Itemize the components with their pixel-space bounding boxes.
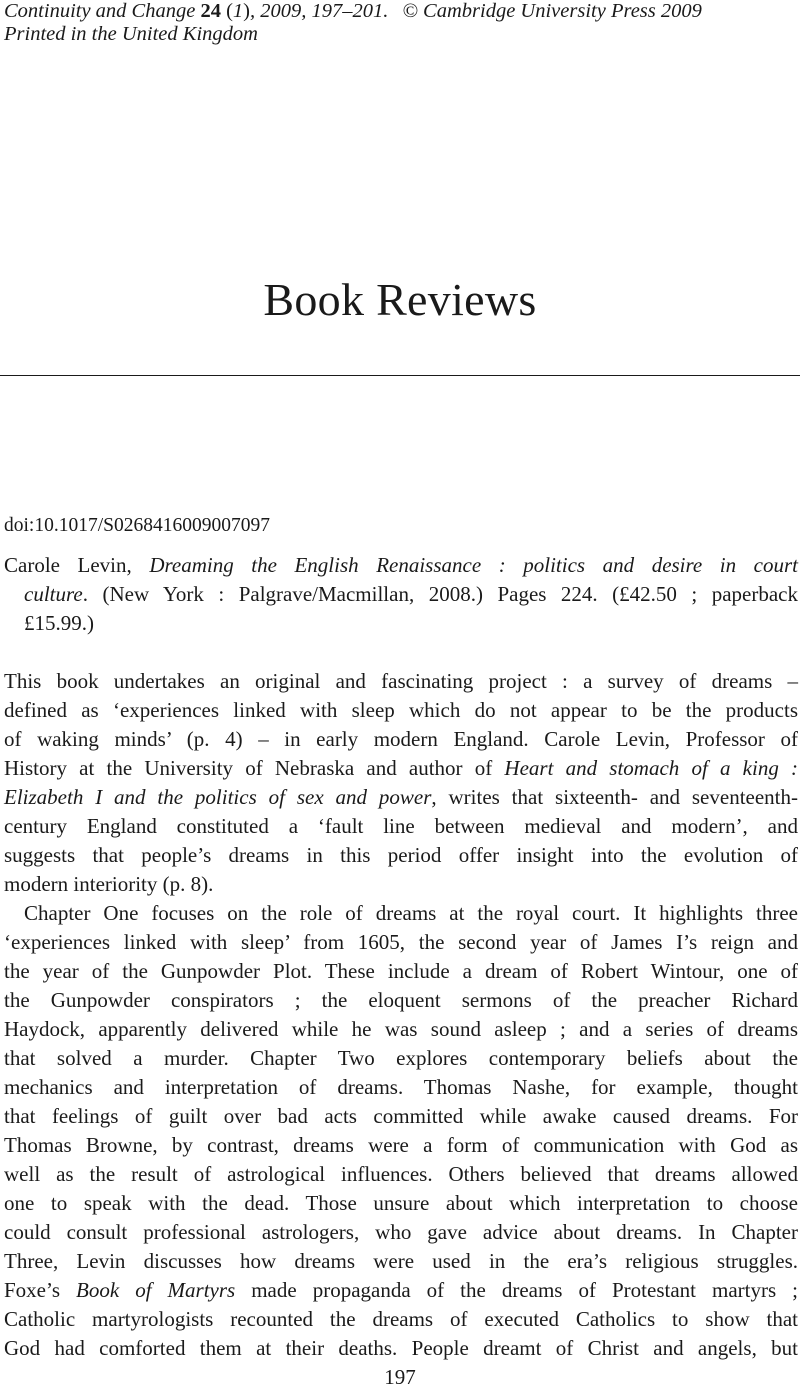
- citation-details: . (New York : Palgrave/Macmillan, 2008.) Pages 224. (£42.50 ; paperback: [82, 582, 798, 606]
- running-head: [4, 0, 794, 46]
- p1-line: This book undertakes an original and fascinating project : a survey of dreams –: [4, 669, 798, 693]
- issue-number: 1: [232, 0, 244, 22]
- p2-line: [4, 1276, 798, 1305]
- citation-line-2: [4, 580, 798, 609]
- p1-line: [4, 783, 798, 812]
- p2-line-14-pre: Foxe’s: [4, 1278, 77, 1302]
- title-rule-divider: [0, 375, 800, 376]
- printed-notice: Printed in the United Kingdom: [4, 23, 258, 45]
- year-pages: , 2009, 197–201.: [249, 0, 389, 22]
- book-citation: [4, 551, 798, 638]
- citation-line-1: [4, 551, 798, 580]
- review-body: [4, 667, 798, 1363]
- book-title-book-of-martyrs: Book of Martyrs: [76, 1278, 236, 1302]
- citation-author: Carole Levin,: [4, 553, 150, 577]
- journal-name: Continuity and Change: [4, 0, 196, 22]
- p2-line-14-post: made propaganda of the dreams of Protestant martyrs ;: [235, 1278, 798, 1302]
- volume-number: 24: [200, 0, 221, 22]
- section-title: Book Reviews: [263, 274, 537, 325]
- doi-link[interactable]: doi:10.1017/S0268416009007097: [4, 515, 270, 536]
- citation-title-2: culture: [24, 582, 83, 606]
- p1-line: modern interiority (p. 8).: [4, 872, 214, 896]
- p1-line: defined as ‘experiences linked with sleep which do not appear to be the products: [4, 698, 798, 722]
- book-title-heart-and-stomach: Heart and stomach of a king :: [504, 756, 798, 780]
- p1-line: century England constituted a ‘fault line between medieval and modern’, and: [4, 814, 798, 838]
- running-head-line-1: Continuity and Change 24 (1), 2009, 197–201. © Cambridge University Press 2009: [4, 0, 702, 22]
- p2-line: that feelings of guilt over bad acts committed while awake caused dreams. For: [4, 1104, 798, 1128]
- page-number: 197: [384, 1365, 416, 1389]
- p2-line: the Gunpowder conspirators ; the eloquent sermons of the preacher Richard: [4, 988, 798, 1012]
- citation-title-1: Dreaming the English Renaissance : politics and desire in court: [149, 553, 799, 577]
- copyright-notice: © Cambridge University Press 2009: [402, 0, 702, 22]
- citation-price: £15.99.): [24, 611, 94, 635]
- p1-line: [4, 754, 798, 783]
- p2-line: Chapter One focuses on the role of dreams at the royal court. It highlights three: [24, 901, 798, 925]
- p2-line: God had comforted them at their deaths. People dreamt of Christ and angels, but: [4, 1336, 798, 1360]
- p2-line: the year of the Gunpowder Plot. These include a dream of Robert Wintour, one of: [4, 959, 798, 983]
- p2-line: well as the result of astrological influences. Others believed that dreams allowed: [4, 1162, 798, 1186]
- p2-line: Three, Levin discusses how dreams were used in the era’s religious struggles.: [4, 1249, 798, 1273]
- p1-line-4-text: History at the University of Nebraska and author of: [4, 756, 505, 780]
- book-title-elizabeth: Elizabeth I and the politics of sex and power: [4, 785, 432, 809]
- p1-line-5-text: , writes that sixteenth- and seventeenth-: [431, 785, 799, 809]
- p2-line: could consult professional astrologers, who gave advice about dreams. In Chapter: [4, 1220, 798, 1244]
- p2-line: that solved a murder. Chapter Two explores contemporary beliefs about the: [4, 1046, 798, 1070]
- p2-line: one to speak with the dead. Those unsure about which interpretation to choose: [4, 1191, 798, 1215]
- p1-line: of waking minds’ (p. 4) – in early modern England. Carole Levin, Professor of: [4, 727, 798, 751]
- p2-line: mechanics and interpretation of dreams. Thomas Nashe, for example, thought: [4, 1075, 798, 1099]
- p2-line: ‘experiences linked with sleep’ from 1605, the second year of James I’s reign and: [4, 930, 798, 954]
- p2-line: Haydock, apparently delivered while he was sound asleep ; and a series of dreams: [4, 1017, 798, 1041]
- p2-line: Thomas Browne, by contrast, dreams were a form of communication with God as: [4, 1133, 798, 1157]
- p2-line: Catholic martyrologists recounted the dreams of executed Catholics to show that: [4, 1307, 798, 1331]
- p1-line: suggests that people’s dreams in this period offer insight into the evolution of: [4, 843, 798, 867]
